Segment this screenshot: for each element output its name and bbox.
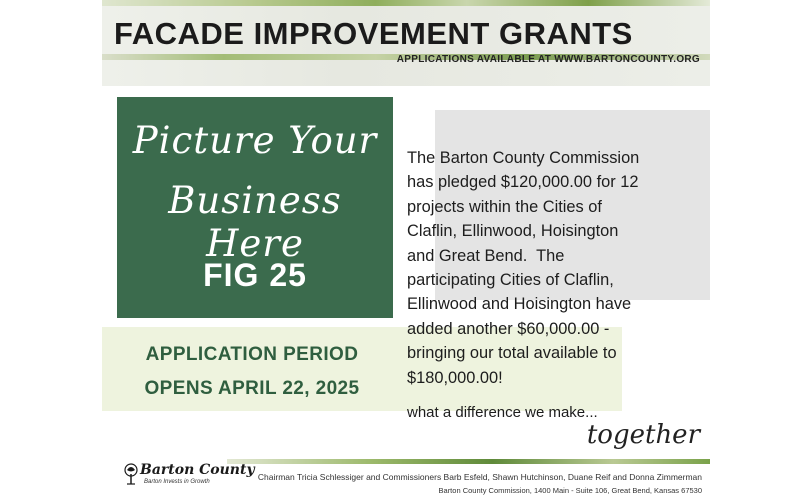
flyer-title: FACADE IMPROVEMENT GRANTS	[114, 16, 633, 51]
description-line: Claflin, Ellinwood, Hoisington	[407, 222, 619, 241]
logo-tagline: Barton Invests in Growth	[144, 479, 210, 485]
promo-box	[117, 97, 393, 318]
barton-county-logo	[122, 462, 255, 492]
description-line: and Great Bend. The	[407, 246, 565, 265]
description-line: $180,000.00!	[407, 368, 503, 387]
tree-icon	[122, 462, 140, 486]
header-banner	[102, 0, 710, 86]
description-line: The Barton County Commission	[407, 149, 640, 167]
tagline: what a difference we make...	[407, 404, 598, 421]
address-line: Barton County Commission, 1400 Main - Suite 106, Great Bend, Kansas 67530	[438, 486, 702, 495]
promo-script-line2: Business Here	[168, 179, 342, 265]
grant-description	[407, 146, 707, 390]
grant-flyer	[102, 0, 710, 500]
promo-script-line1: Picture Your	[132, 119, 378, 162]
fig-label: FIG 25	[203, 257, 307, 293]
together-signature: together	[586, 420, 700, 450]
commissioners-line: Chairman Tricia Schlessiger and Commissioners Barb Esfeld, Shawn Hutchinson, Duane Reif and Donna Zimmerman	[257, 472, 702, 482]
description-line: bringing our total available to	[407, 344, 617, 363]
description-line: Ellinwood and Hoisington have	[407, 295, 632, 314]
application-period-line2: OPENS APRIL 22, 2025	[144, 378, 360, 399]
leaf-decoration-top	[102, 0, 710, 6]
description-line: has pledged $120,000.00 for 12	[407, 173, 639, 192]
description-line: participating Cities of Claflin,	[407, 271, 614, 290]
leaf-decoration-bottom	[227, 459, 710, 464]
description-line: projects within the Cities of	[407, 197, 602, 216]
applications-url-text: APPLICATIONS AVAILABLE AT WWW.BARTONCOUNTY.ORG	[396, 54, 700, 65]
description-line: added another $60,000.00 -	[407, 319, 610, 338]
application-period-line1: APPLICATION PERIOD	[145, 344, 359, 365]
logo-name: Barton County	[140, 462, 255, 478]
